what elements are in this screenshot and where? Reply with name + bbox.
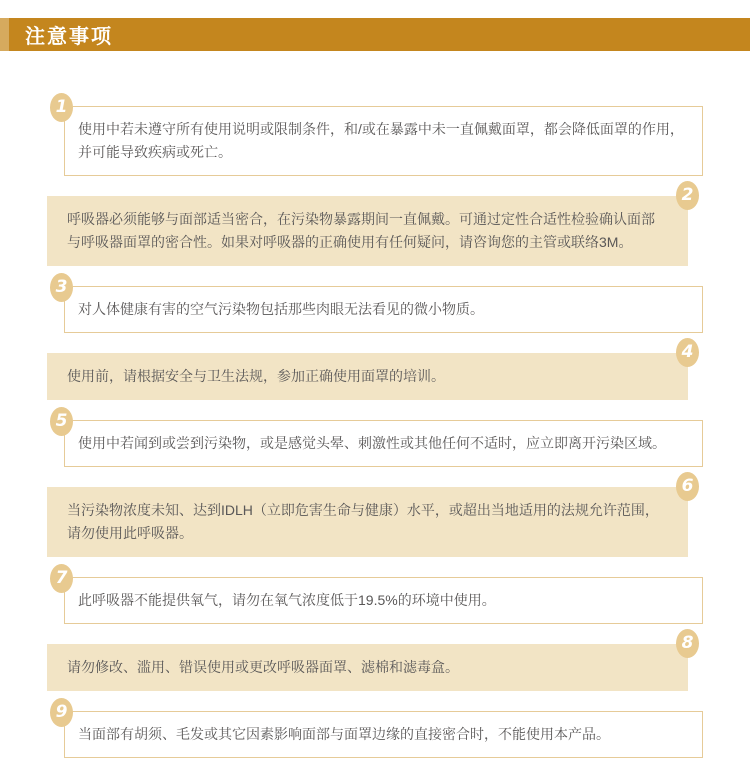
item-number-badge: 6	[676, 472, 699, 501]
item-number-badge: 1	[50, 93, 73, 122]
notice-list	[0, 97, 750, 758]
notice-item-2	[47, 185, 694, 266]
notice-item-8	[47, 633, 694, 691]
notice-item-6	[47, 476, 694, 557]
item-number-badge: 9	[50, 698, 73, 727]
item-number-badge: 5	[50, 407, 73, 436]
notice-item-1	[55, 97, 703, 176]
notice-text: 请勿修改、滥用、错误使用或更改呼吸器面罩、滤棉和滤毒盒。	[67, 659, 459, 675]
section-header	[0, 18, 750, 51]
notice-item-7	[55, 568, 703, 624]
item-number-badge: 3	[50, 273, 73, 302]
notice-text: 使用中若未遵守所有使用说明或限制条件，和/或在暴露中未一直佩戴面罩，都会降低面罩的作用，并可能导致疾病或死亡。	[78, 121, 684, 160]
notice-text: 使用中若闻到或尝到污染物，或是感觉头晕、刺激性或其他任何不适时，应立即离开污染区域。	[78, 435, 666, 451]
notice-item-9	[55, 702, 703, 758]
item-number-badge: 8	[676, 629, 699, 658]
notice-text: 对人体健康有害的空气污染物包括那些肉眼无法看见的微小物质。	[78, 301, 484, 317]
notice-text: 当污染物浓度未知、达到IDLH（立即危害生命与健康）水平，或超出当地适用的法规允许范围，请勿使用此呼吸器。	[67, 502, 659, 541]
notice-item-4	[47, 342, 694, 400]
item-number-badge: 2	[676, 181, 699, 210]
notice-text: 使用前，请根据安全与卫生法规，参加正确使用面罩的培训。	[67, 368, 445, 384]
notice-text: 呼吸器必须能够与面部适当密合，在污染物暴露期间一直佩戴。可通过定性合适性检验确认面部与呼吸器面罩的密合性。如果对呼吸器的正确使用有任何疑问，请咨询您的主管或联络3M。	[67, 211, 655, 250]
notice-text: 当面部有胡须、毛发或其它因素影响面部与面罩边缘的直接密合时，不能使用本产品。	[78, 726, 610, 742]
notice-item-5	[55, 411, 703, 467]
item-number-badge: 4	[676, 338, 699, 367]
item-number-badge: 7	[50, 564, 73, 593]
page-title: 注意事项	[9, 18, 750, 51]
notice-item-3	[55, 277, 703, 333]
notice-text: 此呼吸器不能提供氧气，请勿在氧气浓度低于19.5%的环境中使用。	[78, 592, 496, 608]
header-edge-accent	[0, 18, 9, 51]
